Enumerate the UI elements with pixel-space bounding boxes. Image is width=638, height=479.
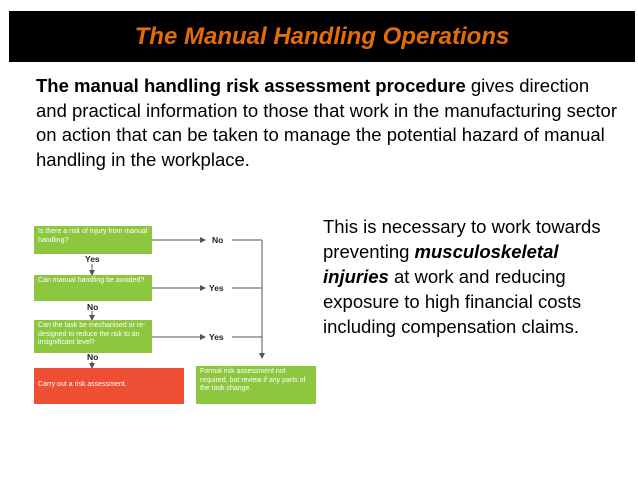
intro-body: gives direction and practical information to those that work in the manufacturing sector on action that can be taken to manage the potential hazard of manual handling in the workplace. bbox=[36, 75, 617, 170]
flow-label-no-2: No bbox=[87, 302, 99, 312]
flow-question-1 bbox=[34, 226, 152, 254]
flow-question-2-text: Can manual handling be avoided? bbox=[38, 277, 145, 284]
flow-question-1-text: Is there a risk of injury from manual handling? bbox=[38, 228, 148, 244]
flow-outcome-box bbox=[196, 366, 316, 404]
flow-label-yes-2: Yes bbox=[209, 283, 224, 293]
flow-label-yes-3: Yes bbox=[209, 332, 224, 342]
flow-action-text: Carry out a risk assessment. bbox=[38, 381, 127, 388]
slide-title: The Manual Handling Operations bbox=[134, 22, 510, 50]
flow-label-no-3: No bbox=[87, 352, 99, 362]
side-text-emphasis: musculoskeletal injuries bbox=[323, 241, 559, 287]
flow-label-no-1: No bbox=[212, 235, 224, 245]
flow-question-3-text: Can the task be mechanised or re-designed to reduce the risk to an insignificant level? bbox=[38, 322, 146, 346]
flow-label-yes-1: Yes bbox=[85, 254, 100, 264]
flow-action-box bbox=[34, 368, 184, 404]
flow-question-3 bbox=[34, 320, 152, 353]
flow-question-2 bbox=[34, 275, 152, 301]
side-text-post: at work and reducing exposure to high financial costs including compensation claims. bbox=[323, 266, 582, 337]
flow-outcome-text: Formal risk assessment not required, but review if any parts of the task change. bbox=[200, 368, 306, 392]
side-text-pre: This is necessary to work towards preventing bbox=[323, 216, 601, 262]
intro-bold-lead: The manual handling risk assessment procedure bbox=[36, 75, 466, 96]
side-paragraph bbox=[323, 214, 623, 339]
